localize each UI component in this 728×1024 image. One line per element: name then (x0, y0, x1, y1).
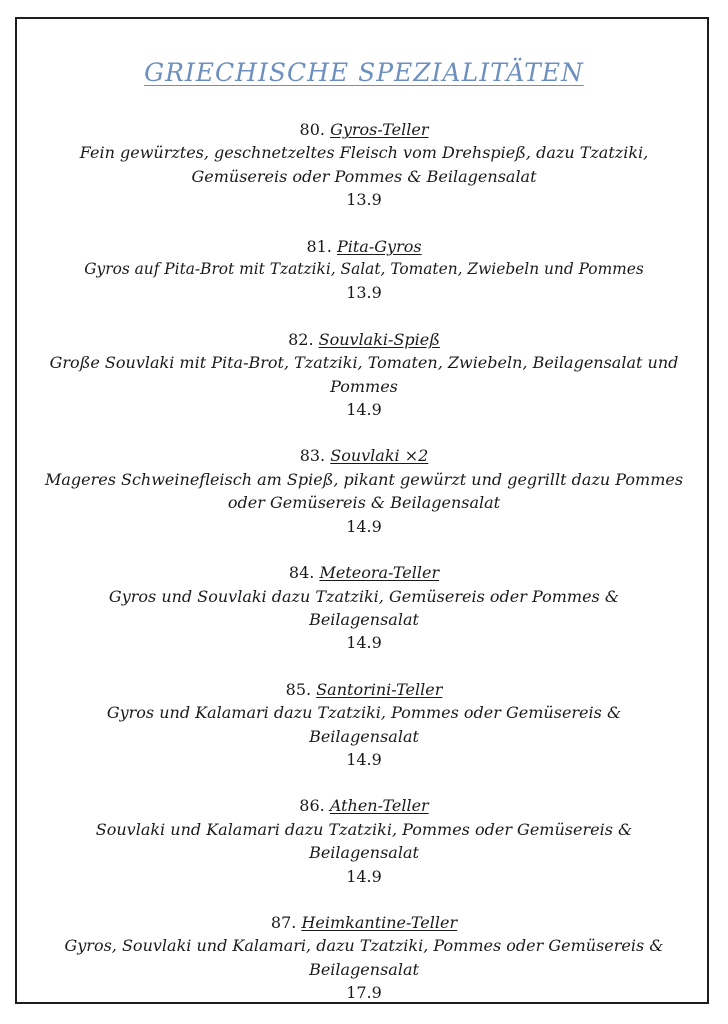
item-description: Große Souvlaki mit Pita-Brot, Tzatziki, Tomaten, Zwiebeln, Beilagensalat und Pommes (49, 353, 679, 396)
item-description: Gyros, Souvlaki und Kalamari, dazu Tzatziki, Pommes oder Gemüsereis & Beilagensalat (64, 936, 664, 979)
item-price: 14.9 (346, 516, 382, 536)
item-price: 14.9 (346, 633, 382, 653)
item-description: Mageres Schweinefleisch am Spieß, pikant gewürzt und gegrillt dazu Pommes oder Gemüsereis & Beilagensalat (44, 469, 684, 513)
item-number: 80. (299, 120, 325, 139)
item-number: 87. (270, 912, 297, 932)
item-heading (22, 444, 706, 467)
item-number: 86. (299, 796, 325, 816)
item-heading (22, 328, 706, 351)
menu-item (22, 794, 706, 888)
item-description: Souvlaki und Kalamari dazu Tzatziki, Pommes oder Gemüsereis & Beilagensalat (95, 819, 633, 863)
item-name: Heimkantine-Teller (301, 912, 458, 932)
item-description: Fein gewürztes, geschnetzeltes Fleisch vom Drehspieß, dazu Tzatziki, Gemüsereis oder Pommes & Beilagensalat (79, 143, 649, 186)
item-heading (22, 118, 706, 141)
item-name: Souvlaki-Spieß (318, 329, 440, 349)
menu-item (22, 235, 706, 305)
item-price: 14.9 (346, 866, 382, 886)
item-name: Meteora-Teller (319, 563, 440, 583)
item-name: Santorini-Teller (316, 679, 443, 699)
item-heading (22, 794, 706, 817)
item-number: 84. (288, 563, 315, 583)
item-description: Gyros und Souvlaki dazu Tzatziki, Gemüsereis oder Pommes & Beilagensalat (108, 586, 620, 629)
menu-item (22, 118, 706, 212)
item-number: 85. (285, 679, 312, 699)
item-heading (22, 678, 706, 701)
item-heading (22, 235, 706, 258)
menu-item (22, 561, 706, 655)
menu-item (22, 328, 706, 422)
item-price: 13.9 (346, 190, 382, 210)
item-number: 81. (306, 236, 332, 256)
menu-item (22, 678, 706, 772)
item-price: 13.9 (346, 283, 382, 303)
item-description: Gyros und Kalamari dazu Tzatziki, Pommes oder Gemüsereis & Beilagensalat (106, 703, 622, 746)
item-description: Gyros auf Pita-Brot mit Tzatziki, Salat, Tomaten, Zwiebeln und Pommes (84, 260, 644, 279)
item-price: 17.9 (346, 983, 382, 1003)
item-name: Athen-Teller (329, 796, 429, 816)
item-number: 82. (288, 329, 314, 349)
page-title: GRIECHISCHE SPEZIALITÄTEN (144, 58, 584, 87)
item-heading (22, 911, 706, 934)
menu-item (22, 911, 706, 1005)
item-price: 14.9 (346, 400, 382, 420)
menu-list (22, 118, 706, 1005)
item-price: 14.9 (346, 749, 382, 769)
item-name: Souvlaki ×2 (330, 446, 429, 466)
item-heading (22, 561, 706, 584)
item-name: Gyros-Teller (330, 120, 429, 139)
item-number: 83. (299, 446, 326, 466)
item-name: Pita-Gyros (336, 236, 422, 256)
menu-item (22, 444, 706, 538)
